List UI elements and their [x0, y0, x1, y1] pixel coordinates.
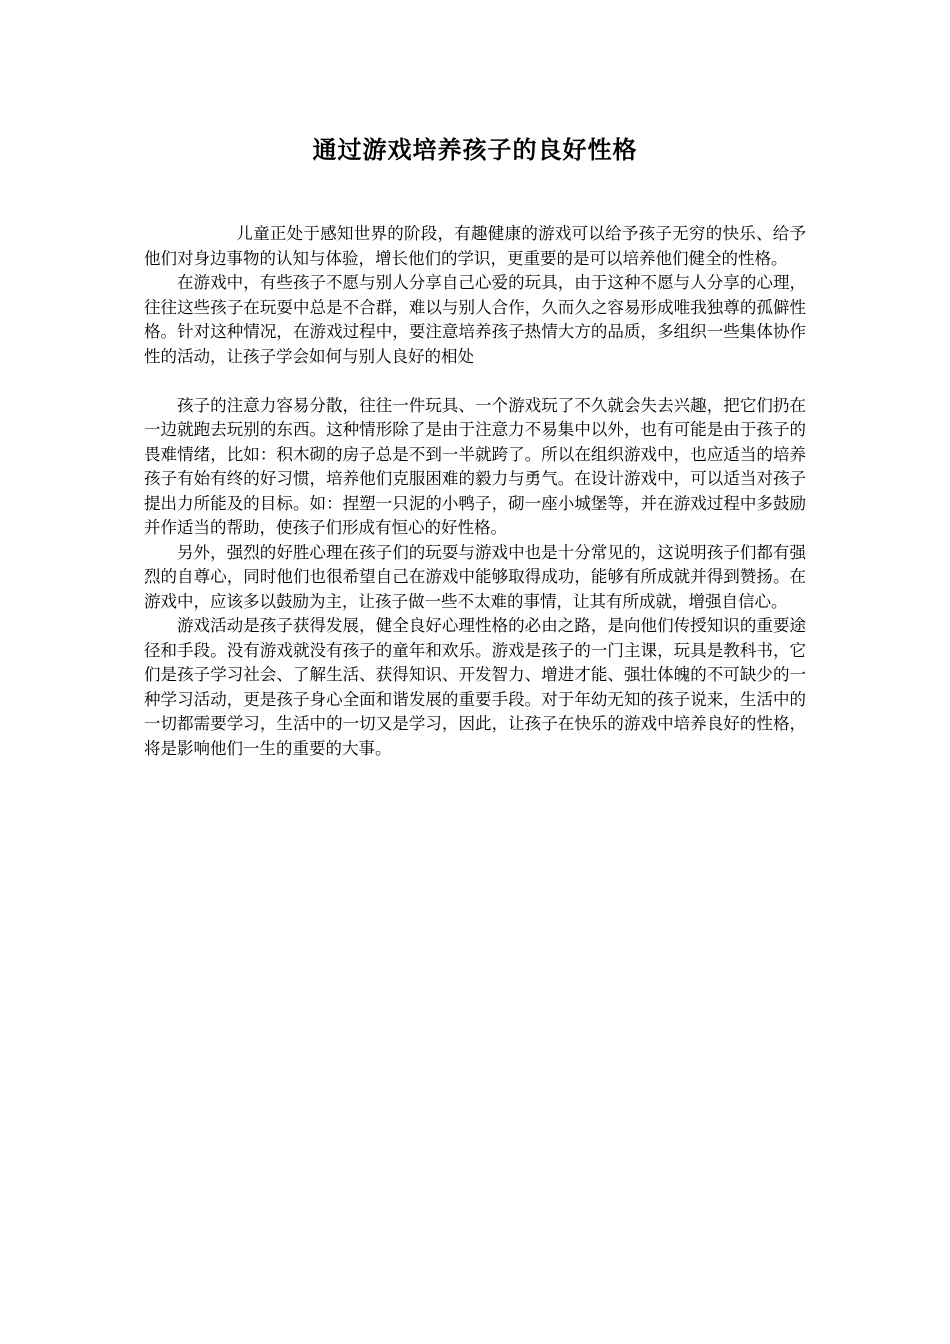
paragraph-attention: 孩子的注意力容易分散，往往一件玩具、一个游戏玩了不久就会失去兴趣，把它们扔在一边就跑去玩别的东西。这种情形除了是由于注意力不易集中以外，也有可能是由于孩子的畏难情绪，比如：积木砌的房子总是不到一半就跨了。所以在组织游戏中，也应适当的培养孩子有始有终的好习惯，培养他们克服困难的毅力与勇气。在设计游戏中，可以适当对孩子提出力所能及的目标。如：捏塑一只泥的小鸭子，砌一座小城堡等，并在游戏过程中多鼓励并作适当的帮助，使孩子们形成有恒心的好性格。	[144, 395, 806, 537]
document-title: 通过游戏培养孩子的良好性格	[312, 135, 638, 164]
paragraph-conclusion: 游戏活动是孩子获得发展，健全良好心理性格的必由之路，是向他们传授知识的重要途径和手段。没有游戏就没有孩子的童年和欢乐。游戏是孩子的一门主课，玩具是教科书，它们是孩子学习社会、了解生活、获得知识、开发智力、增进才能、强壮体魄的不可缺少的一种学习活动，更是孩子身心全面和谐发展的重要手段。对于年幼无知的孩子说来，生活中的一切都需要学习，生活中的一切又是学习，因此，让孩子在快乐的游戏中培养良好的性格，将是影响他们一生的重要的大事。	[144, 616, 806, 758]
paragraph-competitiveness: 另外，强烈的好胜心理在孩子们的玩耍与游戏中也是十分常见的，这说明孩子们都有强烈的自尊心，同时他们也很希望自己在游戏中能够取得成功，能够有所成就并得到赞扬。在游戏中，应该多以鼓励为主，让孩子做一些不太难的事情，让其有所成就，增强自信心。	[144, 542, 806, 611]
document-body	[144, 222, 806, 761]
paragraph-sharing: 在游戏中，有些孩子不愿与别人分享自己心爱的玩具，由于这种不愿与人分享的心理，往往这些孩子在玩耍中总是不合群，难以与别人合作，久而久之容易形成唯我独尊的孤僻性格。针对这种情况，在游戏过程中，要注意培养孩子热情大方的品质，多组织一些集体协作性的活动，让孩子学会如何与别人良好的相处	[144, 273, 806, 366]
paragraph-intro: 儿童正处于感知世界的阶段，有趣健康的游戏可以给予孩子无穷的快乐、给予他们对身边事物的认知与体验，增长他们的学识，更重要的是可以培养他们健全的性格。	[144, 224, 806, 268]
paragraph-gap	[144, 369, 806, 394]
